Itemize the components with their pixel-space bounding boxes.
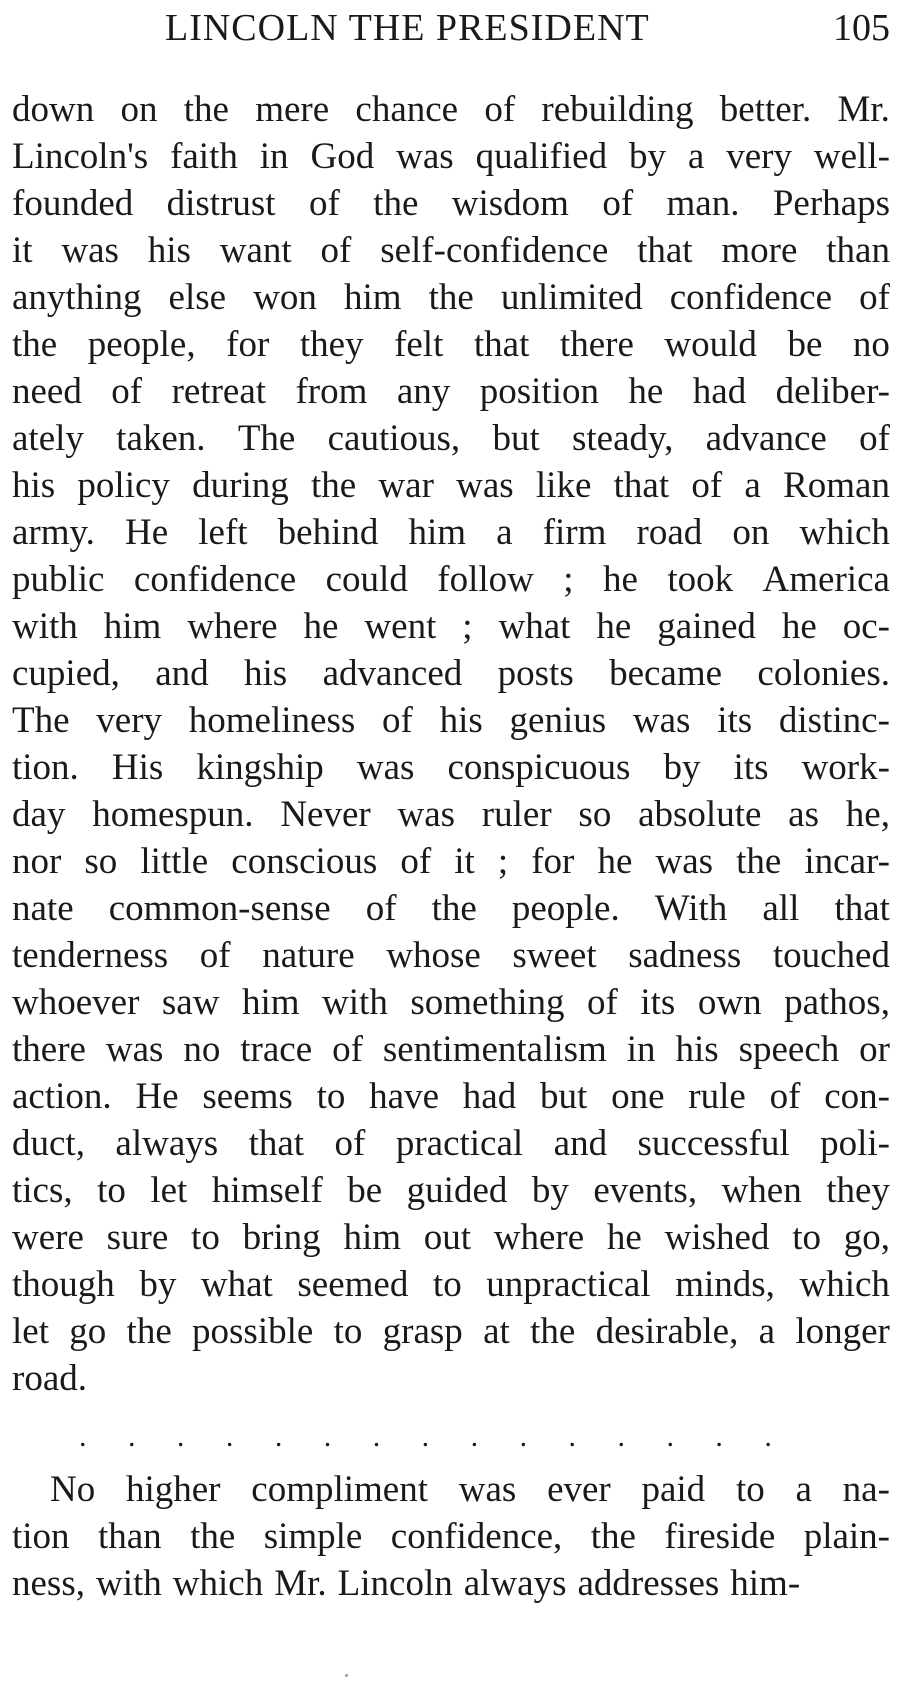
text-line: were sure to bring him out where he wished to go, <box>12 1217 890 1258</box>
text-line: Lincoln's faith in God was qualified by a very well- <box>12 136 890 177</box>
text-line: army. He left behind him a firm road on which <box>12 512 890 553</box>
text-line: day homespun. Never was ruler so absolute as he, <box>12 794 890 835</box>
text-line: nor so little conscious of it ; for he was the incar- <box>12 841 890 882</box>
text-line: it was his want of self-confidence that more than <box>12 230 890 271</box>
running-title: LINCOLN THE PRESIDENT <box>165 7 650 49</box>
text-line: anything else won him the unlimited confidence of <box>12 277 890 318</box>
text-line: ately taken. The cautious, but steady, advance of <box>12 418 890 459</box>
text-line: whoever saw him with something of its own pathos, <box>12 982 890 1023</box>
text-line: there was no trace of sentimentalism in his speech or <box>12 1029 890 1070</box>
text-line: tenderness of nature whose sweet sadness touched <box>12 935 890 976</box>
page-number: 105 <box>833 7 890 49</box>
text-line: with him where he went ; what he gained he oc- <box>12 606 890 647</box>
text-line: nate common-sense of the people. With all that <box>12 888 890 929</box>
body-text <box>12 86 890 1607</box>
text-line: tion. His kingship was conspicuous by its work- <box>12 747 890 788</box>
text-line: road. <box>12 1358 87 1399</box>
paragraph-1 <box>12 86 890 1402</box>
text-line: public confidence could follow ; he took America <box>12 559 890 600</box>
text-line: need of retreat from any position he had deliber- <box>12 371 890 412</box>
text-line: let go the possible to grasp at the desirable, a longer <box>12 1311 890 1352</box>
text-line: ness, with which Mr. Lincoln always addresses him- <box>12 1563 801 1604</box>
text-line: tics, to let himself be guided by events, when they <box>12 1170 890 1211</box>
text-line: No higher compliment was ever paid to a na- <box>50 1469 890 1510</box>
scan-speck <box>345 1674 348 1677</box>
text-line: tion than the simple confidence, the fireside plain- <box>12 1516 890 1557</box>
text-line: the people, for they felt that there would be no <box>12 324 890 365</box>
paragraph-2 <box>12 1466 890 1607</box>
text-line: down on the mere chance of rebuilding better. Mr. <box>12 89 890 130</box>
text-line: though by what seemed to unpractical minds, which <box>12 1264 890 1305</box>
text-line: his policy during the war was like that of a Roman <box>12 465 890 506</box>
text-line: action. He seems to have had but one rule of con- <box>12 1076 890 1117</box>
section-break: . . . . . . . . . . . . . . . <box>79 1420 772 1453</box>
text-line: The very homeliness of his genius was its distinc- <box>12 700 890 741</box>
running-head <box>0 6 890 56</box>
text-line: cupied, and his advanced posts became colonies. <box>12 653 890 694</box>
text-line: duct, always that of practical and successful poli- <box>12 1123 890 1164</box>
text-line: founded distrust of the wisdom of man. Perhaps <box>12 183 890 224</box>
